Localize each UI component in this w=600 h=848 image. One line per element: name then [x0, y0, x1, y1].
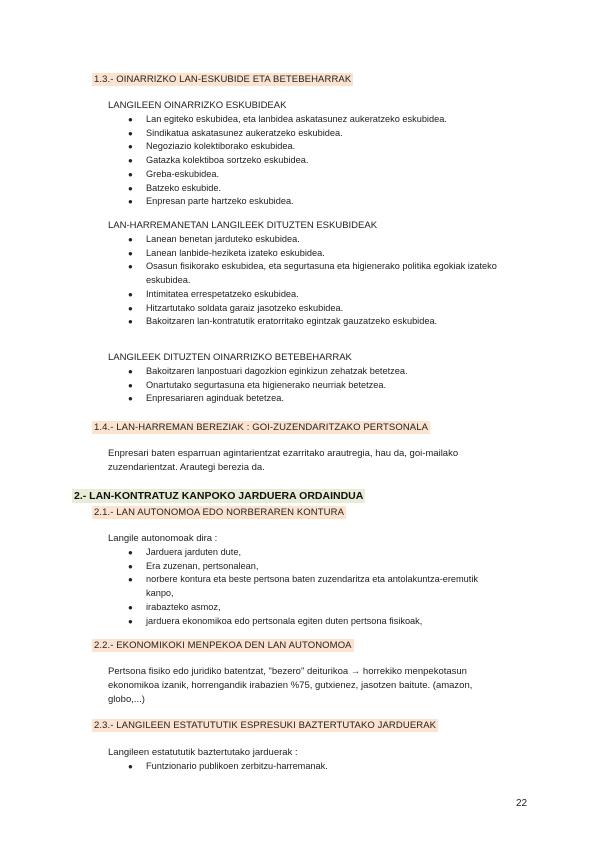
list-item: ● Negoziazio kolektiborako eskubidea. [108, 140, 508, 154]
subheading-work-rights: LAN-HARREMANETAN LANGILEEK DITUZTEN ESKUBIDEAK [108, 220, 378, 231]
page-number: 22 [516, 798, 528, 809]
rights-list [108, 113, 508, 209]
section-heading-2-1: 2.1.- LAN AUTONOMOA EDO NORBERAREN KONTURA [94, 507, 345, 518]
intro-2-1: Langile autonomoak dira : [108, 533, 218, 544]
excluded-list [108, 760, 508, 774]
section-heading-2-2: 2.2.- EKONOMIKOKI MENPEKOA DEN LAN AUTONOMOA [94, 640, 352, 651]
list-item: ● Hitzartutako soldata garaiz jasotzeko eskubidea. [108, 302, 508, 316]
subheading-duties: LANGILEEK DITUZTEN OINARRIZKO BETEBEHARRAK [108, 352, 352, 363]
paragraph-2-2: Pertsona fisiko edo juridiko batentzat, "bezero" deiturikoa → horrekiko menpekotasun ekonomikoa izanik, horrengandik irabazien %75, gutxienez, jasotzen baitute. (amazon, globo,...) [108, 666, 473, 705]
list-item: ● Intimitatea errespetatzeko eskubidea. [108, 288, 508, 302]
section-heading-1-3: 1.3.- OINARRIZKO LAN-ESKUBIDE ETA BETEBEHARRAK [94, 74, 352, 85]
list-item: ● Onartutako segurtasuna eta higienerako neurriak betetzea. [108, 379, 508, 393]
list-item: ● norbere kontura eta beste pertsona baten zuzendaritza eta antolakuntza-eremutik kanpo, [108, 573, 508, 600]
chapter-heading-2: 2.- LAN-KONTRATUZ KANPOKO JARDUERA ORDAINDUA [74, 490, 364, 502]
subheading-rights: LANGILEEN OINARRIZKO ESKUBIDEAK [108, 100, 287, 111]
list-item: ● Bakoitzaren lanpostuari dagozkion eginkizun zehatzak betetzea. [108, 365, 508, 379]
list-item: ● Bakoitzaren lan-kontratutik eratorritako egintzak gauzatzeko eskubidea. [108, 315, 508, 329]
autonomous-list [108, 546, 508, 628]
intro-2-3: Langileen estatututik baztertutako jarduerak : [108, 747, 298, 758]
list-item: ● Sindikatua askatasunez aukeratzeko eskubidea. [108, 127, 508, 141]
paragraph-1-4: Enpresari baten esparruan agintarientzat ezarritako arautregia, hau da, goi-mailako zuzendarientzat. Arautegi berezia da. [108, 448, 459, 473]
list-item: ● Lanean lanbide-heziketa izateko eskubidea. [108, 247, 508, 261]
duties-list [108, 365, 508, 406]
list-item: ● Greba-eskubidea. [108, 168, 508, 182]
list-item: ● irabazteko asmoz, [108, 601, 508, 615]
list-item: ● jarduera ekonomikoa edo pertsonala egiten duten pertsona fisikoak, [108, 615, 508, 629]
list-item: ● Era zuzenan, pertsonalean, [108, 560, 508, 574]
list-item: ● Jarduera jarduten dute, [108, 546, 508, 560]
list-item: ● Enpresan parte hartzeko eskubidea. [108, 195, 508, 209]
list-item: ● Lan egiteko eskubidea, eta lanbidea askatasunez aukeratzeko eskubidea. [108, 113, 508, 127]
list-item: ● Gatazka kolektiboa sortzeko eskubidea. [108, 154, 508, 168]
section-heading-2-3: 2.3.- LANGILEEN ESTATUTUTIK ESPRESUKI BAZTERTUTAKO JARDUERAK [94, 720, 437, 731]
list-item: ● Lanean benetan jarduteko eskubidea. [108, 233, 508, 247]
list-item: ● Osasun fisikorako eskubidea, eta segurtasuna eta higienerako politika egokiak izateko eskubidea. [108, 260, 508, 287]
section-heading-1-4: 1.4.- LAN-HARREMAN BEREZIAK : GOI-ZUZENDARITZAKO PERTSONALA [94, 422, 429, 433]
list-item: ● Enpresariaren aginduak betetzea. [108, 392, 508, 406]
work-rights-list [108, 233, 508, 329]
list-item: ● Batzeko eskubide. [108, 182, 508, 196]
list-item: ● Funtzionario publikoen zerbitzu-harremanak. [108, 760, 508, 774]
